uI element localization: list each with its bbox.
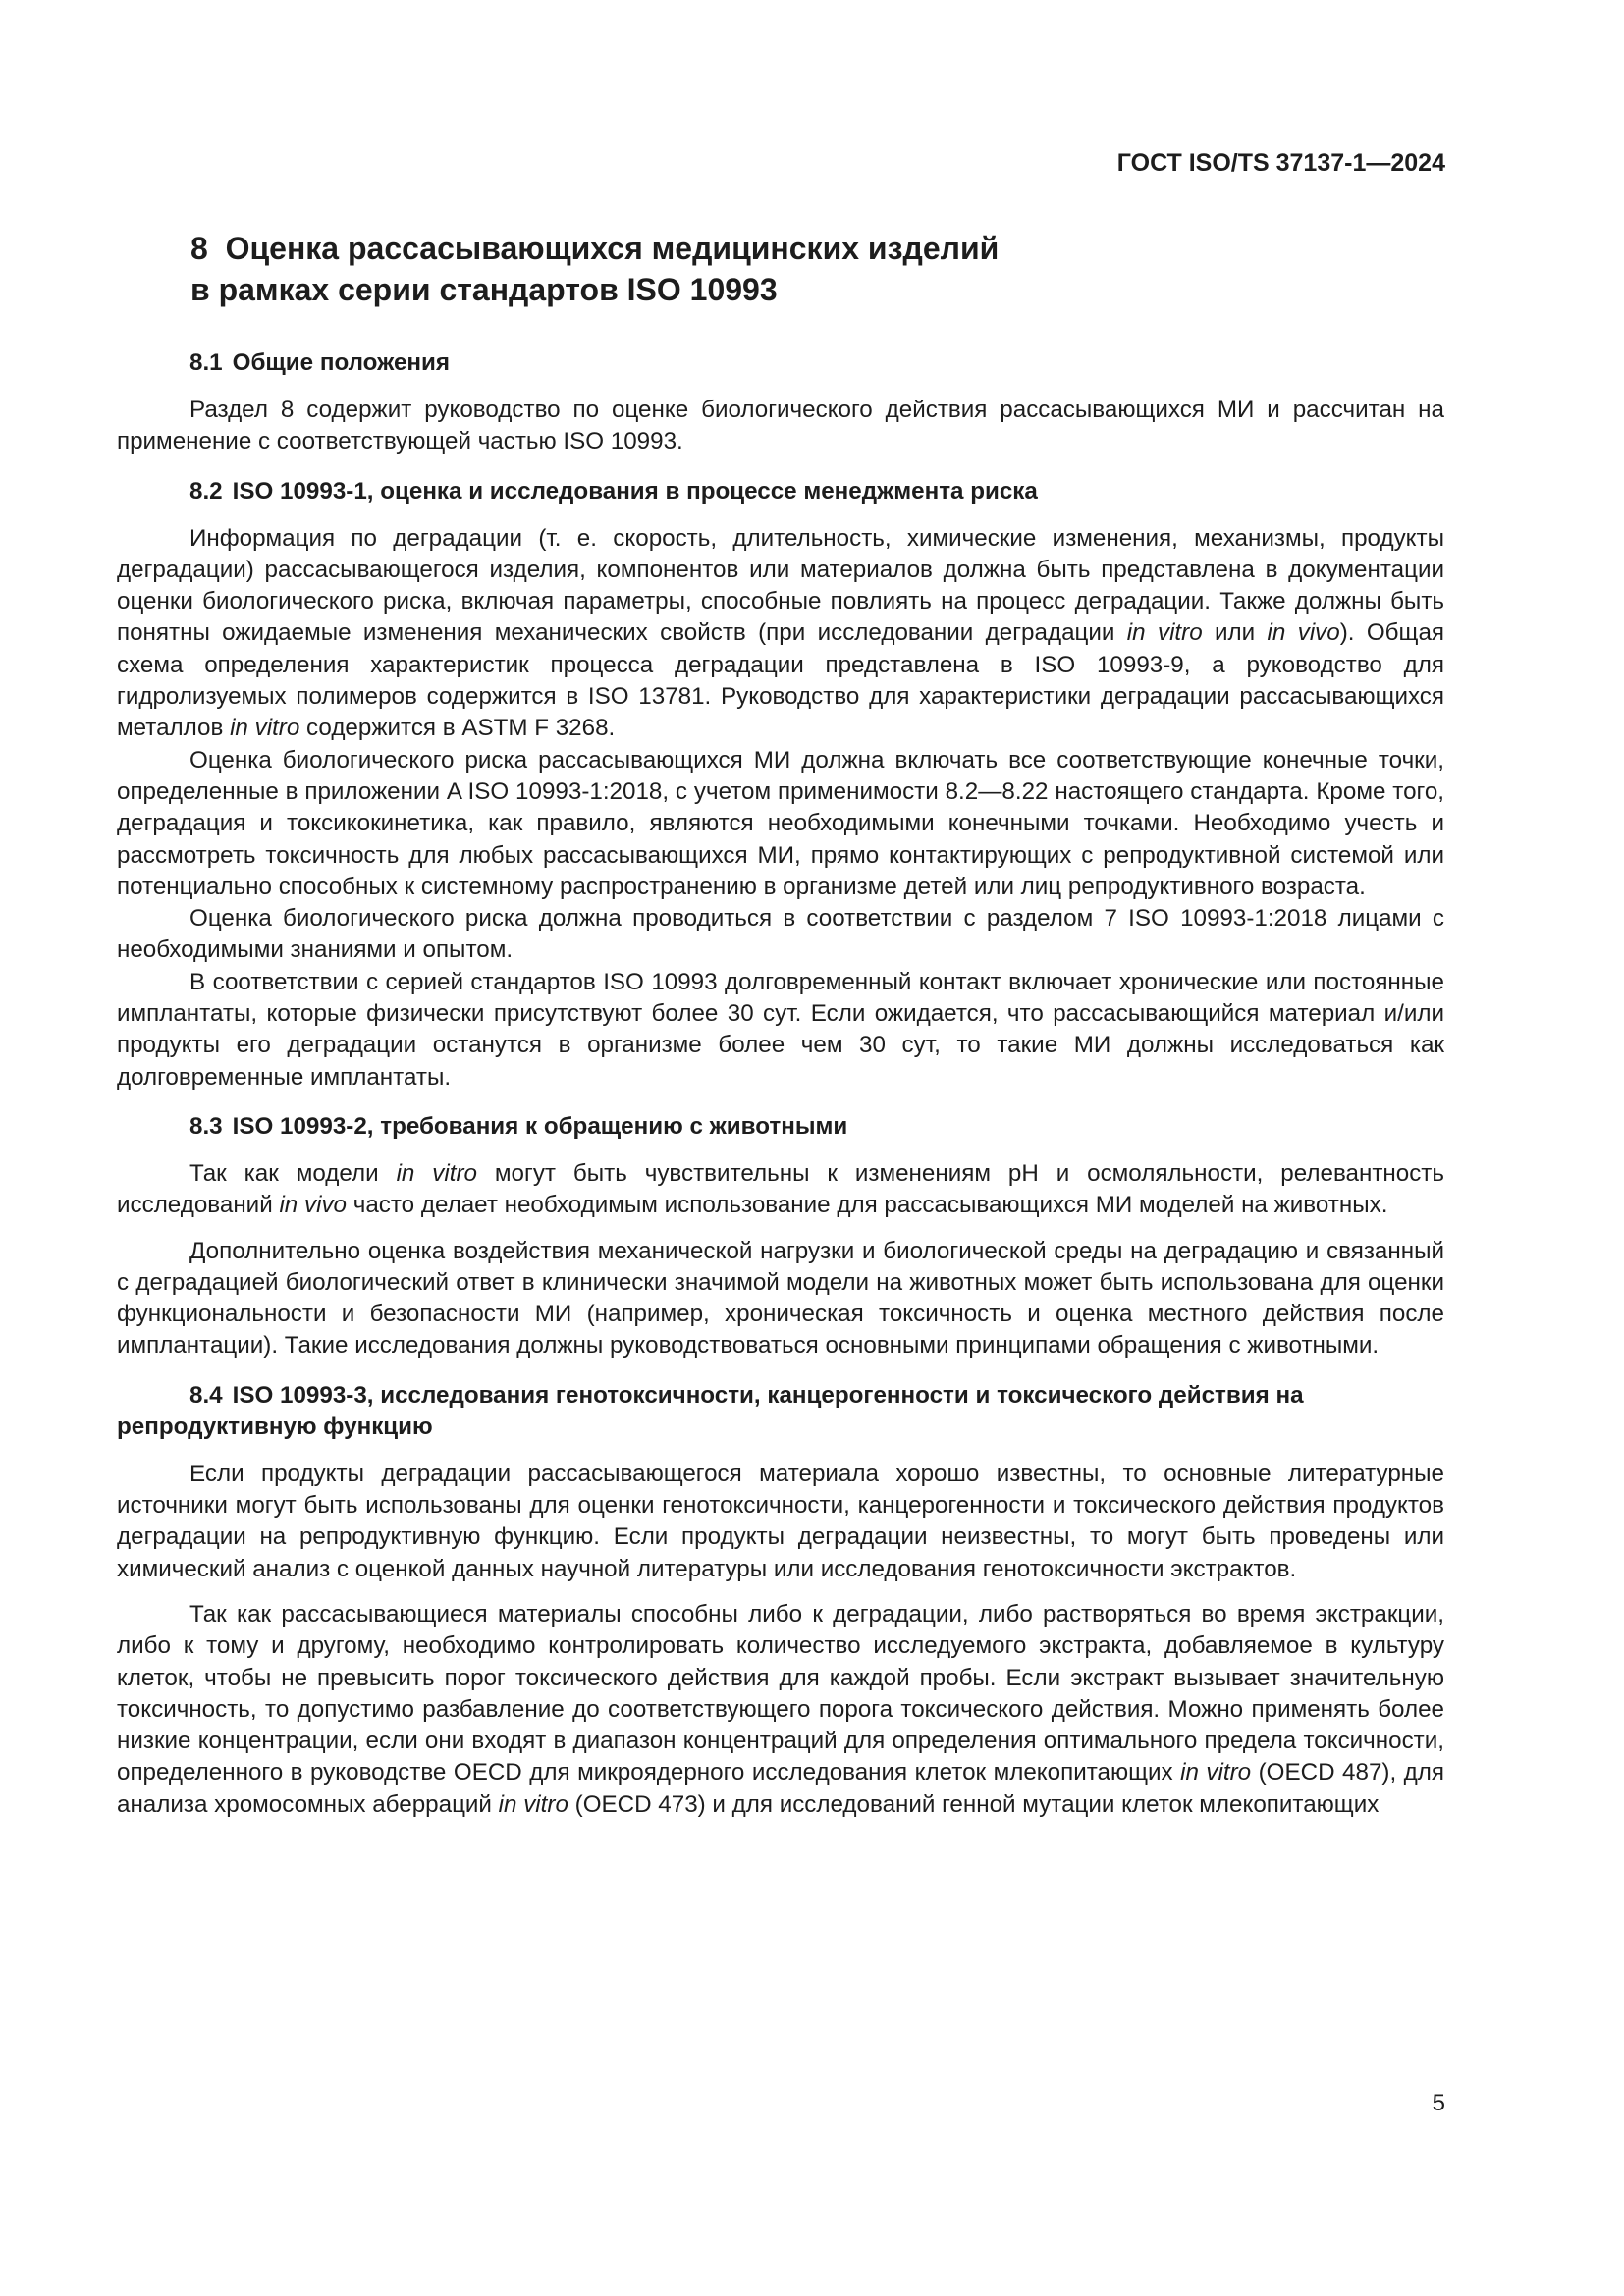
page-content — [117, 228, 1444, 1821]
chapter-number: 8 — [190, 231, 208, 266]
text-run: Информация по деградации (т. е. скорость, длительность, химические изменения, механизмы, продукты деградации) рассасывающегося изделия, компонентов или материалов должна быть представлена в документации оценки биологического риска, включая параметры, способные повлиять на процесс деградации. Также должны быть понятны ожидаемые изменения механических свойств (при исследовании деградации — [117, 524, 1444, 647]
paragraph-8-2-3: Оценка биологического риска должна проводиться в соответствии с разделом 7 ISO 10993-1:2018 лицами с необходимыми знаниями и опытом. — [117, 905, 1444, 964]
italic-term: in vitro — [396, 1159, 477, 1187]
page-number: 5 — [1432, 2090, 1445, 2116]
section-heading-8-3 — [117, 1111, 1444, 1143]
section-number: 8.3 — [189, 1112, 223, 1140]
paragraph-8-2-4: В соответствии с серией стандартов ISO 10993 долговременный контакт включает хронические или постоянные имплантаты, которые физически присутствуют более 30 сут. Если ожидается, что рассасывающийся материал и/или продукты его деградации останутся в организме более чем 30 сут, то такие МИ должны исследоваться как долговременные имплантаты. — [117, 968, 1444, 1091]
text-run: могут быть чувствительны к изменениям pH и осмоляльности, релевантность исследований — [117, 1159, 1444, 1219]
italic-term: in vivo — [279, 1192, 347, 1219]
chapter-title-line-1: Оценка рассасывающихся медицинских изделий — [225, 231, 1000, 266]
section-number: 8.1 — [189, 349, 223, 376]
italic-term: in vitro — [230, 715, 300, 742]
paragraph-8-2-2: Оценка биологического риска рассасывающихся МИ должна включать все соответствующие конечные точки, определенные в приложении A ISO 10993-1:2018, с учетом применимости 8.2—8.22 настоящего стандарта. Кроме того, деградация и токсикокинетика, как правило, являются необходимыми конечными точками. Необходимо учесть и рассмотреть токсичность для любых рассасывающихся МИ, прямо контактирующих с репродуктивной системой или потенциально способных к системному распространению в организме детей или лиц репродуктивного возраста. — [117, 746, 1444, 900]
italic-term: in vitro — [1180, 1759, 1252, 1787]
text-run: (OECD 487), для анализа хромосомных аберраций — [117, 1759, 1444, 1818]
text-run: содержится в ASTM F 3268. — [299, 715, 616, 742]
section-title: ISO 10993-1, оценка и исследования в процессе менеджмента риска — [232, 477, 1038, 505]
section-title: ISO 10993-3, исследования генотоксичности, канцерогенности и токсического действия на репродуктивную функцию — [117, 1381, 1304, 1440]
paragraph-8-3-2: Дополнительно оценка воздействия механической нагрузки и биологической среды на деградацию и связанный с деградацией биологический ответ в клинически значимой модели на животных может быть использована для оценки функциональности и безопасности МИ (например, хроническая токсичность и оценка местного действия после имплантации). Такие исследования должны руководствоваться основными принципами обращения с животными. — [117, 1237, 1444, 1360]
section-heading-8-4 — [117, 1380, 1444, 1443]
section-number: 8.2 — [189, 477, 223, 505]
text-run: ). Общая схема определения характеристик процесса деградации представлена в ISO 10993-9, а руководство для гидролизуемых полимеров содержится в ISO 13781. Руководство для характеристики деградации рассасывающихся металлов — [117, 619, 1444, 742]
text-run: Так как модели — [189, 1159, 397, 1187]
paragraph-8-3-1 — [117, 1158, 1444, 1222]
section-title: Общие положения — [232, 349, 450, 376]
italic-term: in vitro — [1126, 619, 1203, 647]
italic-term: in vitro — [498, 1790, 568, 1818]
paragraph-8-4-2 — [117, 1599, 1444, 1821]
text-run: или — [1202, 619, 1268, 647]
italic-term: in vivo — [1267, 619, 1340, 647]
section-heading-8-2 — [117, 476, 1444, 507]
text-run: часто делает необходимым использование для рассасывающихся МИ моделей на животных. — [347, 1192, 1388, 1219]
chapter-title — [190, 228, 1444, 310]
section-heading-8-1 — [117, 347, 1444, 379]
document-id-header: ГОСТ ISO/TS 37137-1—2024 — [1116, 149, 1445, 177]
text-run: Так как рассасывающиеся материалы способны либо к деградации, либо растворяться во время экстракции, либо к тому и другому, необходимо контролировать количество исследуемого экстракта, добавляемое в культуру клеток, чтобы не превысить порог токсического действия для каждой пробы. Если экстракт вызывает значительную токсичность, то допустимо разбавление до соответствующего порога токсического действия. Можно применять более низкие концентрации, если они входят в диапазон концентраций для определения оптимального предела токсичности, определенного в руководстве OECD для микроядерного исследования клеток млекопитающих — [117, 1600, 1444, 1787]
section-number: 8.4 — [189, 1381, 223, 1409]
paragraph-8-1-1: Раздел 8 содержит руководство по оценке биологического действия рассасывающихся МИ и рассчитан на применение с соответствующей частью ISO 10993. — [117, 397, 1444, 455]
chapter-title-line-2: в рамках серии стандартов ISO 10993 — [190, 272, 778, 307]
paragraph-8-2-1 — [117, 523, 1444, 745]
section-title: ISO 10993-2, требования к обращению с животными — [232, 1112, 848, 1140]
text-run: (OECD 473) и для исследований генной мутации клеток млекопитающих — [568, 1790, 1380, 1818]
paragraph-8-4-1: Если продукты деградации рассасывающегося материала хорошо известны, то основные литературные источники могут быть использованы для оценки генотоксичности, канцерогенности и токсического действия продуктов деградации на репродуктивную функцию. Если продукты деградации неизвестны, то могут быть проведены или химический анализ с оценкой данных научной литературы или исследования генотоксичности экстрактов. — [117, 1460, 1444, 1582]
